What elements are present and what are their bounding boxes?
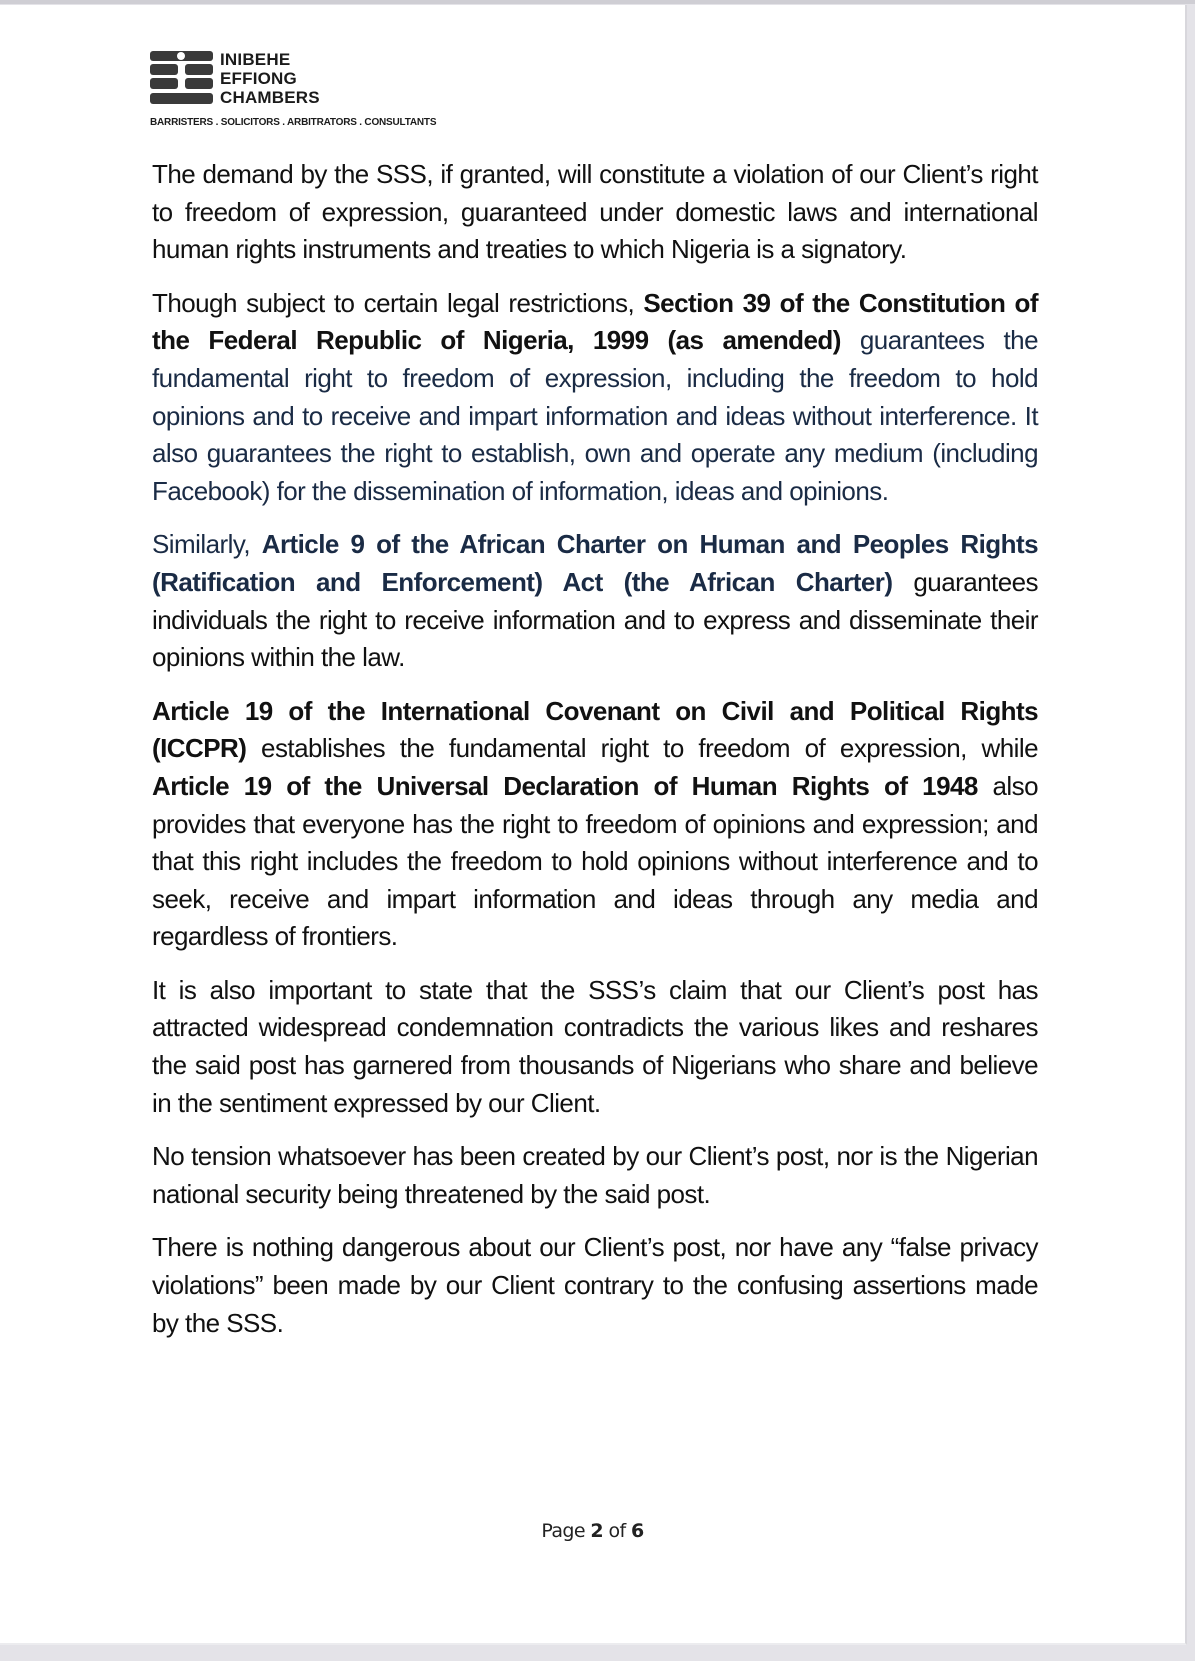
- paragraph-text: also provides that everyone has the right to freedom of opinions and expression; and that this right includes the freedom to hold opinions without interference and to seek, receive and impart information and ideas through any media and regardless of frontiers.: [152, 770, 1038, 952]
- document-page: [0, 5, 1187, 1645]
- paragraph-5: [152, 972, 1038, 1122]
- letter-body: [152, 156, 1038, 1358]
- firm-tagline: BARRISTERS . SOLICITORS . ARBITRATORS . CONSULTANTS: [150, 117, 437, 128]
- paragraph-text: establishes the fundamental right to freedom of expression, while: [246, 733, 1038, 764]
- statute-citation: Article 19 of the Universal Declaration of Human Rights of 1948: [152, 770, 978, 801]
- current-page-number: 2: [590, 1520, 604, 1542]
- statute-citation: Article 9 of the African Charter on Human and Peoples Rights (Ratification and Enforcement) Act (the African Charter): [152, 529, 1038, 597]
- firm-name-line-1: INIBEHE: [220, 50, 291, 69]
- statute-citation: Section 39 of the Constitution of the Federal Republic of Nigeria, 1999 (as amended): [152, 287, 1038, 356]
- paragraph-text: guarantees individuals the right to receive information and to express and disseminate their opinions within the law.: [152, 566, 1039, 673]
- paragraph-text: There is nothing dangerous about our Client’s post, nor have any “false privacy violations” been made by our Client contrary to the confusing assertions made by the SSS.: [152, 1232, 1038, 1338]
- firm-name-line-2: EFFIONG: [220, 69, 297, 88]
- paragraph-text: No tension whatsoever has been created by our Client’s post, nor is the Nigerian national security being threatened by the said post.: [152, 1141, 1038, 1209]
- total-page-count: 6: [631, 1520, 644, 1542]
- letterhead: [150, 51, 480, 131]
- paragraph-6: [152, 1138, 1038, 1213]
- firm-name-line-3: CHAMBERS: [220, 88, 320, 107]
- paragraph-1: [152, 156, 1038, 269]
- page-label: Page: [541, 1520, 585, 1542]
- statute-citation: Article 19 of the International Covenant on Civil and Political Rights (ICCPR): [152, 695, 1038, 764]
- paragraph-7: [152, 1229, 1038, 1342]
- paragraph-text: Similarly,: [152, 529, 262, 560]
- paragraph-3: [152, 526, 1038, 676]
- window-top-border: [0, 0, 1195, 4]
- paragraph-text: It is also important to state that the SSS’s claim that our Client’s post has attracted widespread condemnation contradicts the various likes and reshares the said post has garnered from thousands of Nigerians who share and believe in the sentiment expressed by our Client.: [152, 974, 1038, 1118]
- firm-name: [220, 50, 320, 107]
- paragraph-2: [152, 285, 1038, 511]
- paragraph-text: Though subject to certain legal restrictions,: [152, 287, 644, 318]
- page-number-footer: [0, 1520, 1185, 1542]
- paragraph-4: [152, 693, 1038, 956]
- stacked-bars-logo-icon: [150, 51, 213, 110]
- paragraph-text: guarantees the fundamental right to freedom of expression, including the freedom to hold opinions and to receive and impart information and ideas without interference. It also guarantees the right to establish, own and operate any medium (including Facebook) for the dissemination of information, ideas and opinions.: [152, 325, 1039, 506]
- of-label: of: [608, 1520, 626, 1542]
- paragraph-text: The demand by the SSS, if granted, will constitute a violation of our Client’s right to freedom of expression, guaranteed under domestic laws and international human rights instruments and treaties to which Nigeria is a signatory.: [152, 159, 1038, 265]
